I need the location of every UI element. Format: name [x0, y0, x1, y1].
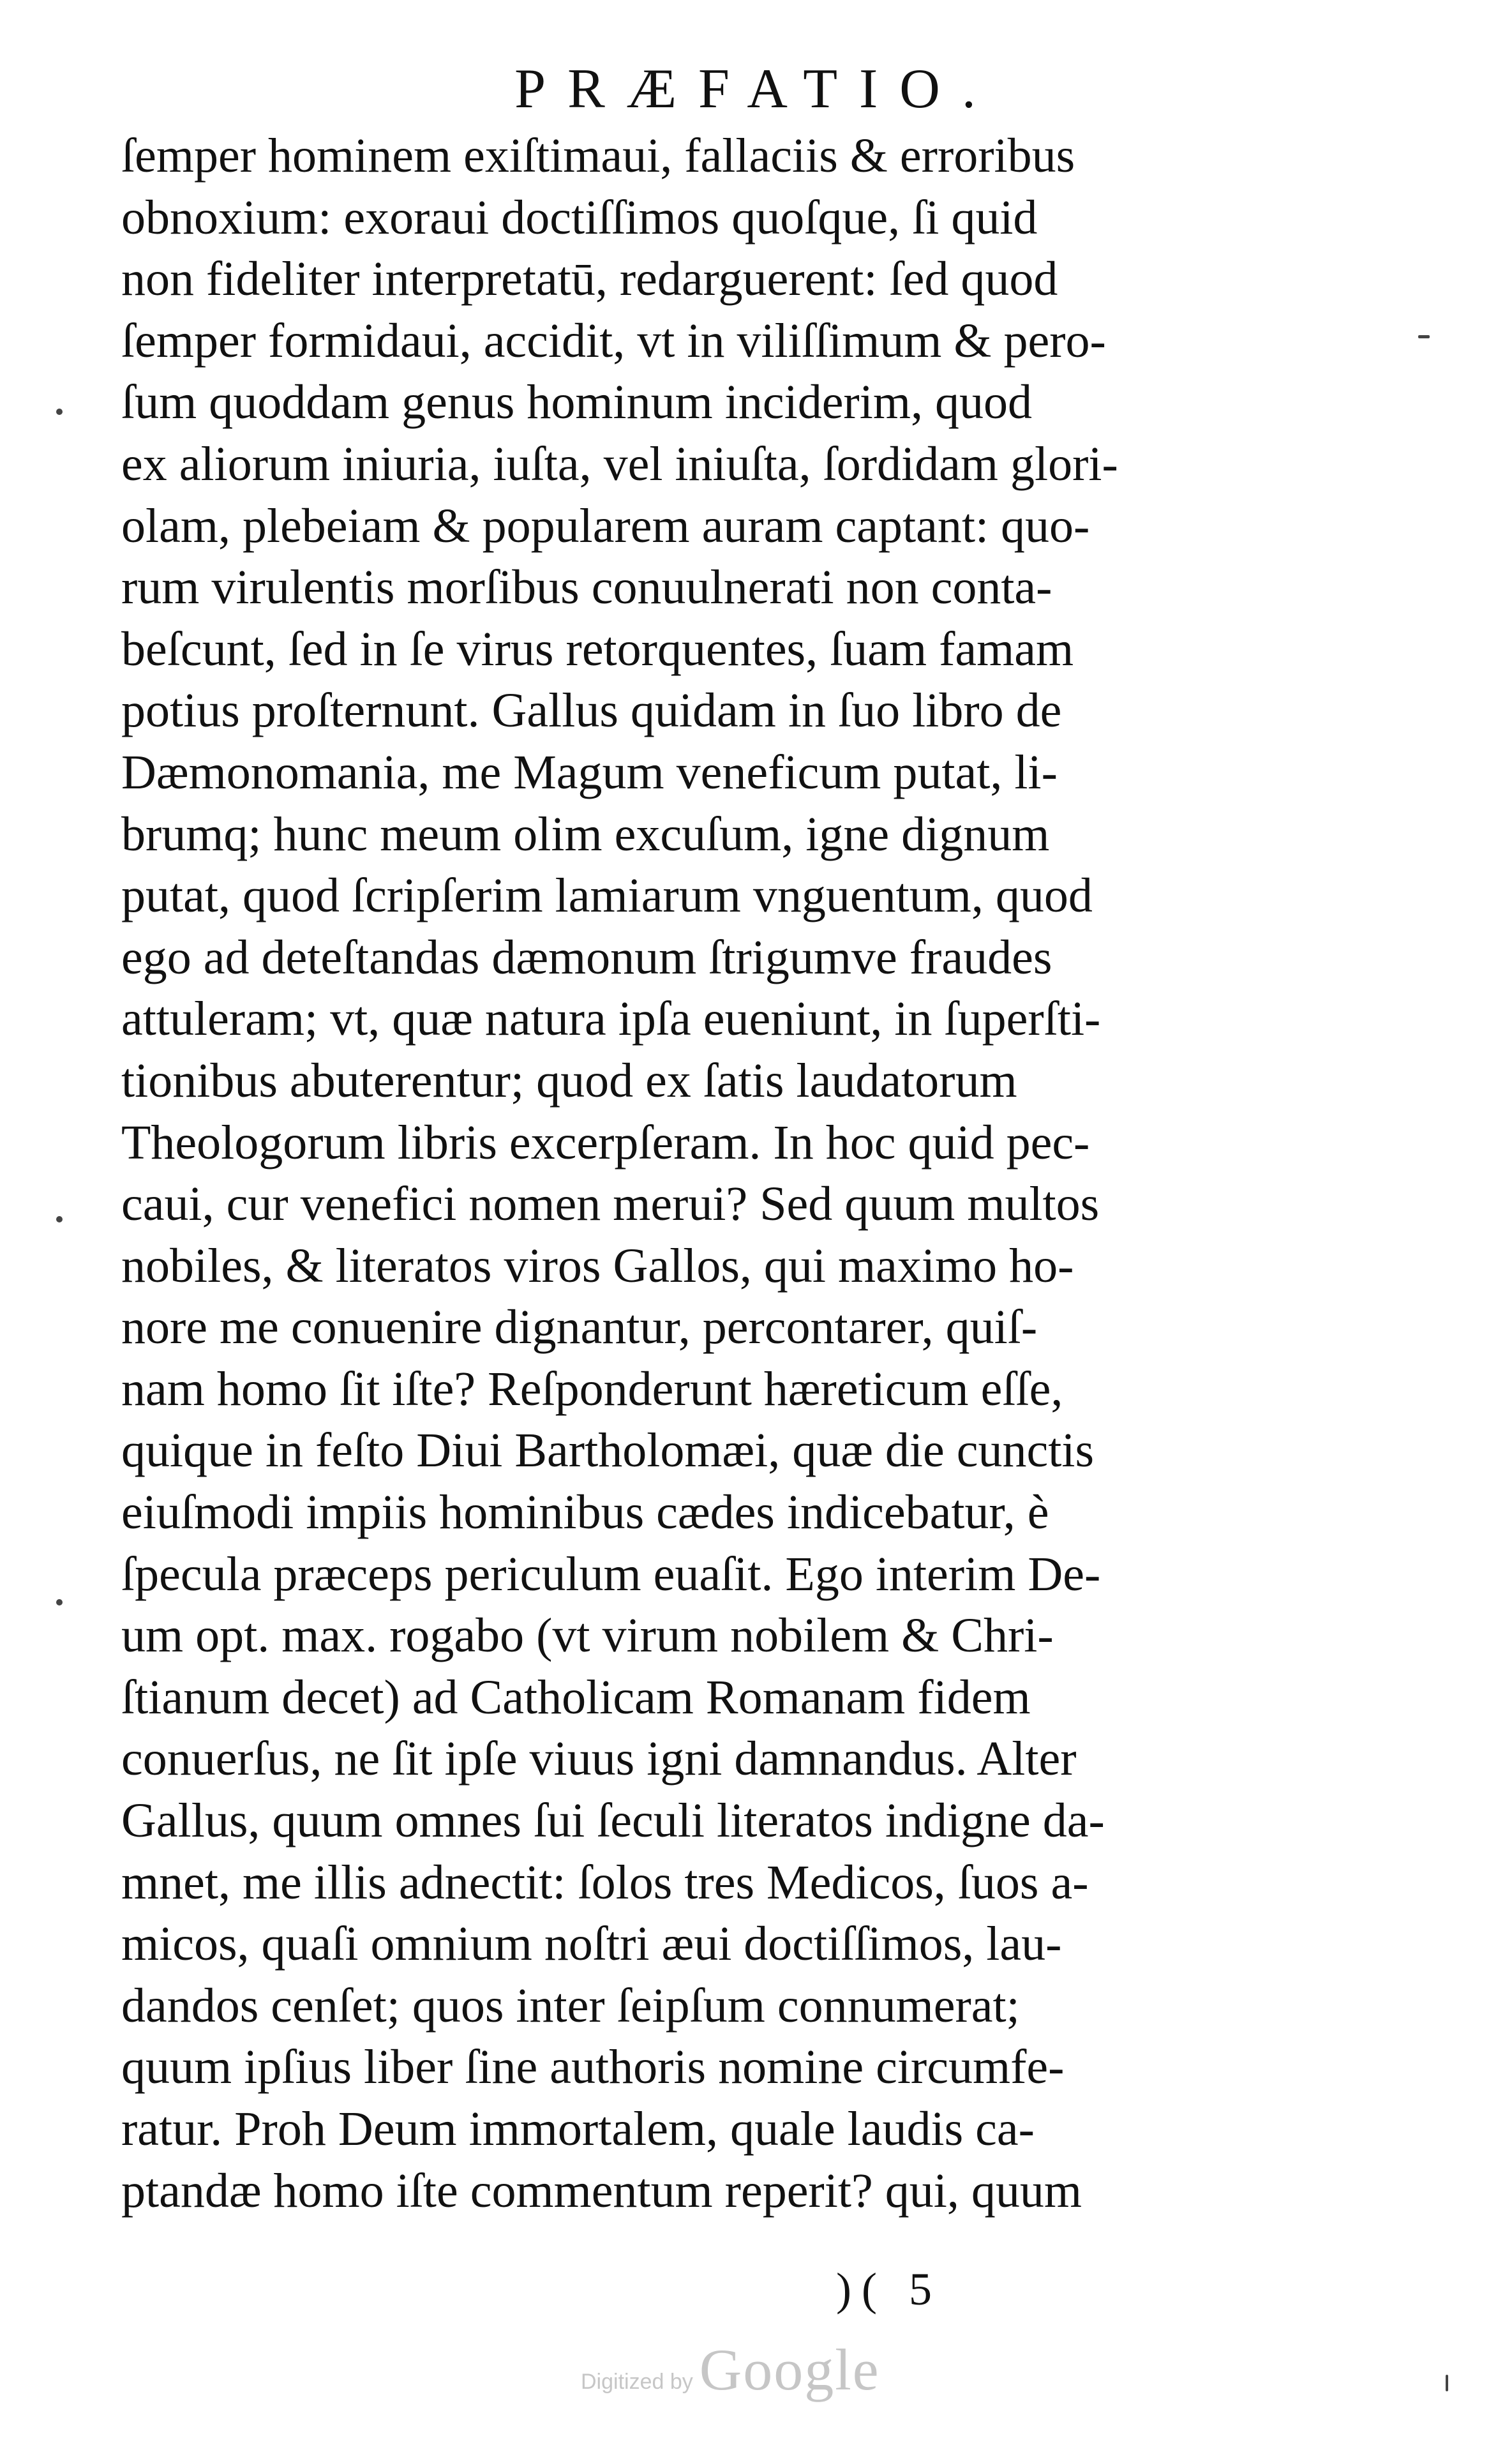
- margin-speck: [56, 409, 63, 415]
- text-line: ego ad deteſtandas dæmonum ſtrigumve fraudes: [121, 930, 1052, 984]
- text-line: ex aliorum iniuria, iuſta, vel iniuſta, ſordidam glori-: [121, 437, 1118, 491]
- digitized-watermark: [581, 2333, 880, 2403]
- margin-speck: [56, 1599, 63, 1605]
- margin-speck: [1446, 2375, 1448, 2391]
- text-line: brumq; hunc meum olim excuſum, igne dignum: [121, 807, 1050, 861]
- margin-speck: [1418, 335, 1430, 338]
- signature-mark: )( 5: [836, 2264, 942, 2315]
- text-line: non fideliter interpretatū, redarguerent: ſed quod: [121, 252, 1058, 306]
- text-line: eiuſmodi impiis hominibus cædes indicebatur, è: [121, 1485, 1049, 1540]
- text-line: dandos cenſet; quos inter ſeipſum connumerat;: [121, 1978, 1020, 2033]
- text-line: ptandæ homo iſte commentum reperit? qui, quum: [121, 2163, 1082, 2218]
- text-line: olam, plebeiam & popularem auram captant: quo-: [121, 499, 1090, 553]
- text-line: ſemper hominem exiſtimaui, fallaciis & erroribus: [121, 129, 1075, 183]
- margin-speck: [56, 1216, 63, 1222]
- text-line: Dæmonomania, me Magum veneficum putat, li-: [121, 745, 1058, 799]
- text-line: quique in feſto Diui Bartholomæi, quæ die cunctis: [121, 1424, 1095, 1478]
- text-line: nobiles, & literatos viros Gallos, qui maximo ho-: [121, 1238, 1074, 1293]
- text-line: rum virulentis morſibus conuulnerati non conta-: [121, 560, 1052, 615]
- text-line: ſpecula præceps periculum euaſit. Ego interim De-: [121, 1547, 1101, 1601]
- text-line: beſcunt, ſed in ſe virus retorquentes, ſuam famam: [121, 622, 1074, 676]
- text-line: um opt. max. rogabo (vt virum nobilem & Chri-: [121, 1609, 1054, 1663]
- text-line: caui, cur venefici nomen merui? Sed quum multos: [121, 1177, 1100, 1231]
- text-line: tionibus abuterentur; quod ex ſatis laudatorum: [121, 1053, 1017, 1108]
- text-line: Gallus, quum omnes ſui ſeculi literatos indigne da-: [121, 1794, 1105, 1848]
- text-line: nore me conuenire dignantur, percontarer, quiſ-: [121, 1300, 1038, 1355]
- watermark-prefix: Digitized by: [581, 2370, 693, 2394]
- text-line: conuerſus, ne ſit ipſe viuus igni damnandus. Alter: [121, 1732, 1077, 1786]
- text-line: ratur. Proh Deum immortalem, quale laudis ca-: [121, 2102, 1035, 2156]
- text-line: potius proſternunt. Gallus quidam in ſuo libro de: [121, 684, 1062, 738]
- google-logo: Google: [699, 2337, 880, 2402]
- text-line: Theologorum libris excerpſeram. In hoc quid pec-: [121, 1115, 1090, 1169]
- text-line: ſemper formidaui, accidit, vt in viliſſimum & pero-: [121, 313, 1106, 368]
- text-line: ſtianum decet) ad Catholicam Romanam fidem: [121, 1670, 1031, 1724]
- text-line: mnet, me illis adnectit: ſolos tres Medicos, ſuos a-: [121, 1855, 1089, 1909]
- text-line: putat, quod ſcripſerim lamiarum vnguentum, quod: [121, 869, 1093, 923]
- text-line: obnoxium: exoraui doctiſſimos quoſque, ſi quid: [121, 190, 1038, 244]
- text-line: attuleram; vt, quæ natura ipſa eueniunt, in ſuperſti-: [121, 992, 1101, 1046]
- running-header: PRÆFATIO.: [514, 58, 998, 120]
- text-line: nam homo ſit iſte? Reſponderunt hæreticum eſſe,: [121, 1362, 1063, 1416]
- text-line: micos, quaſi omnium noſtri æui doctiſſimos, lau-: [121, 1917, 1062, 1971]
- body-text: [121, 125, 1257, 2222]
- text-line: quum ipſius liber ſine authoris nomine circumfe-: [121, 2040, 1065, 2094]
- text-line: ſum quoddam genus hominum inciderim, quod: [121, 375, 1032, 430]
